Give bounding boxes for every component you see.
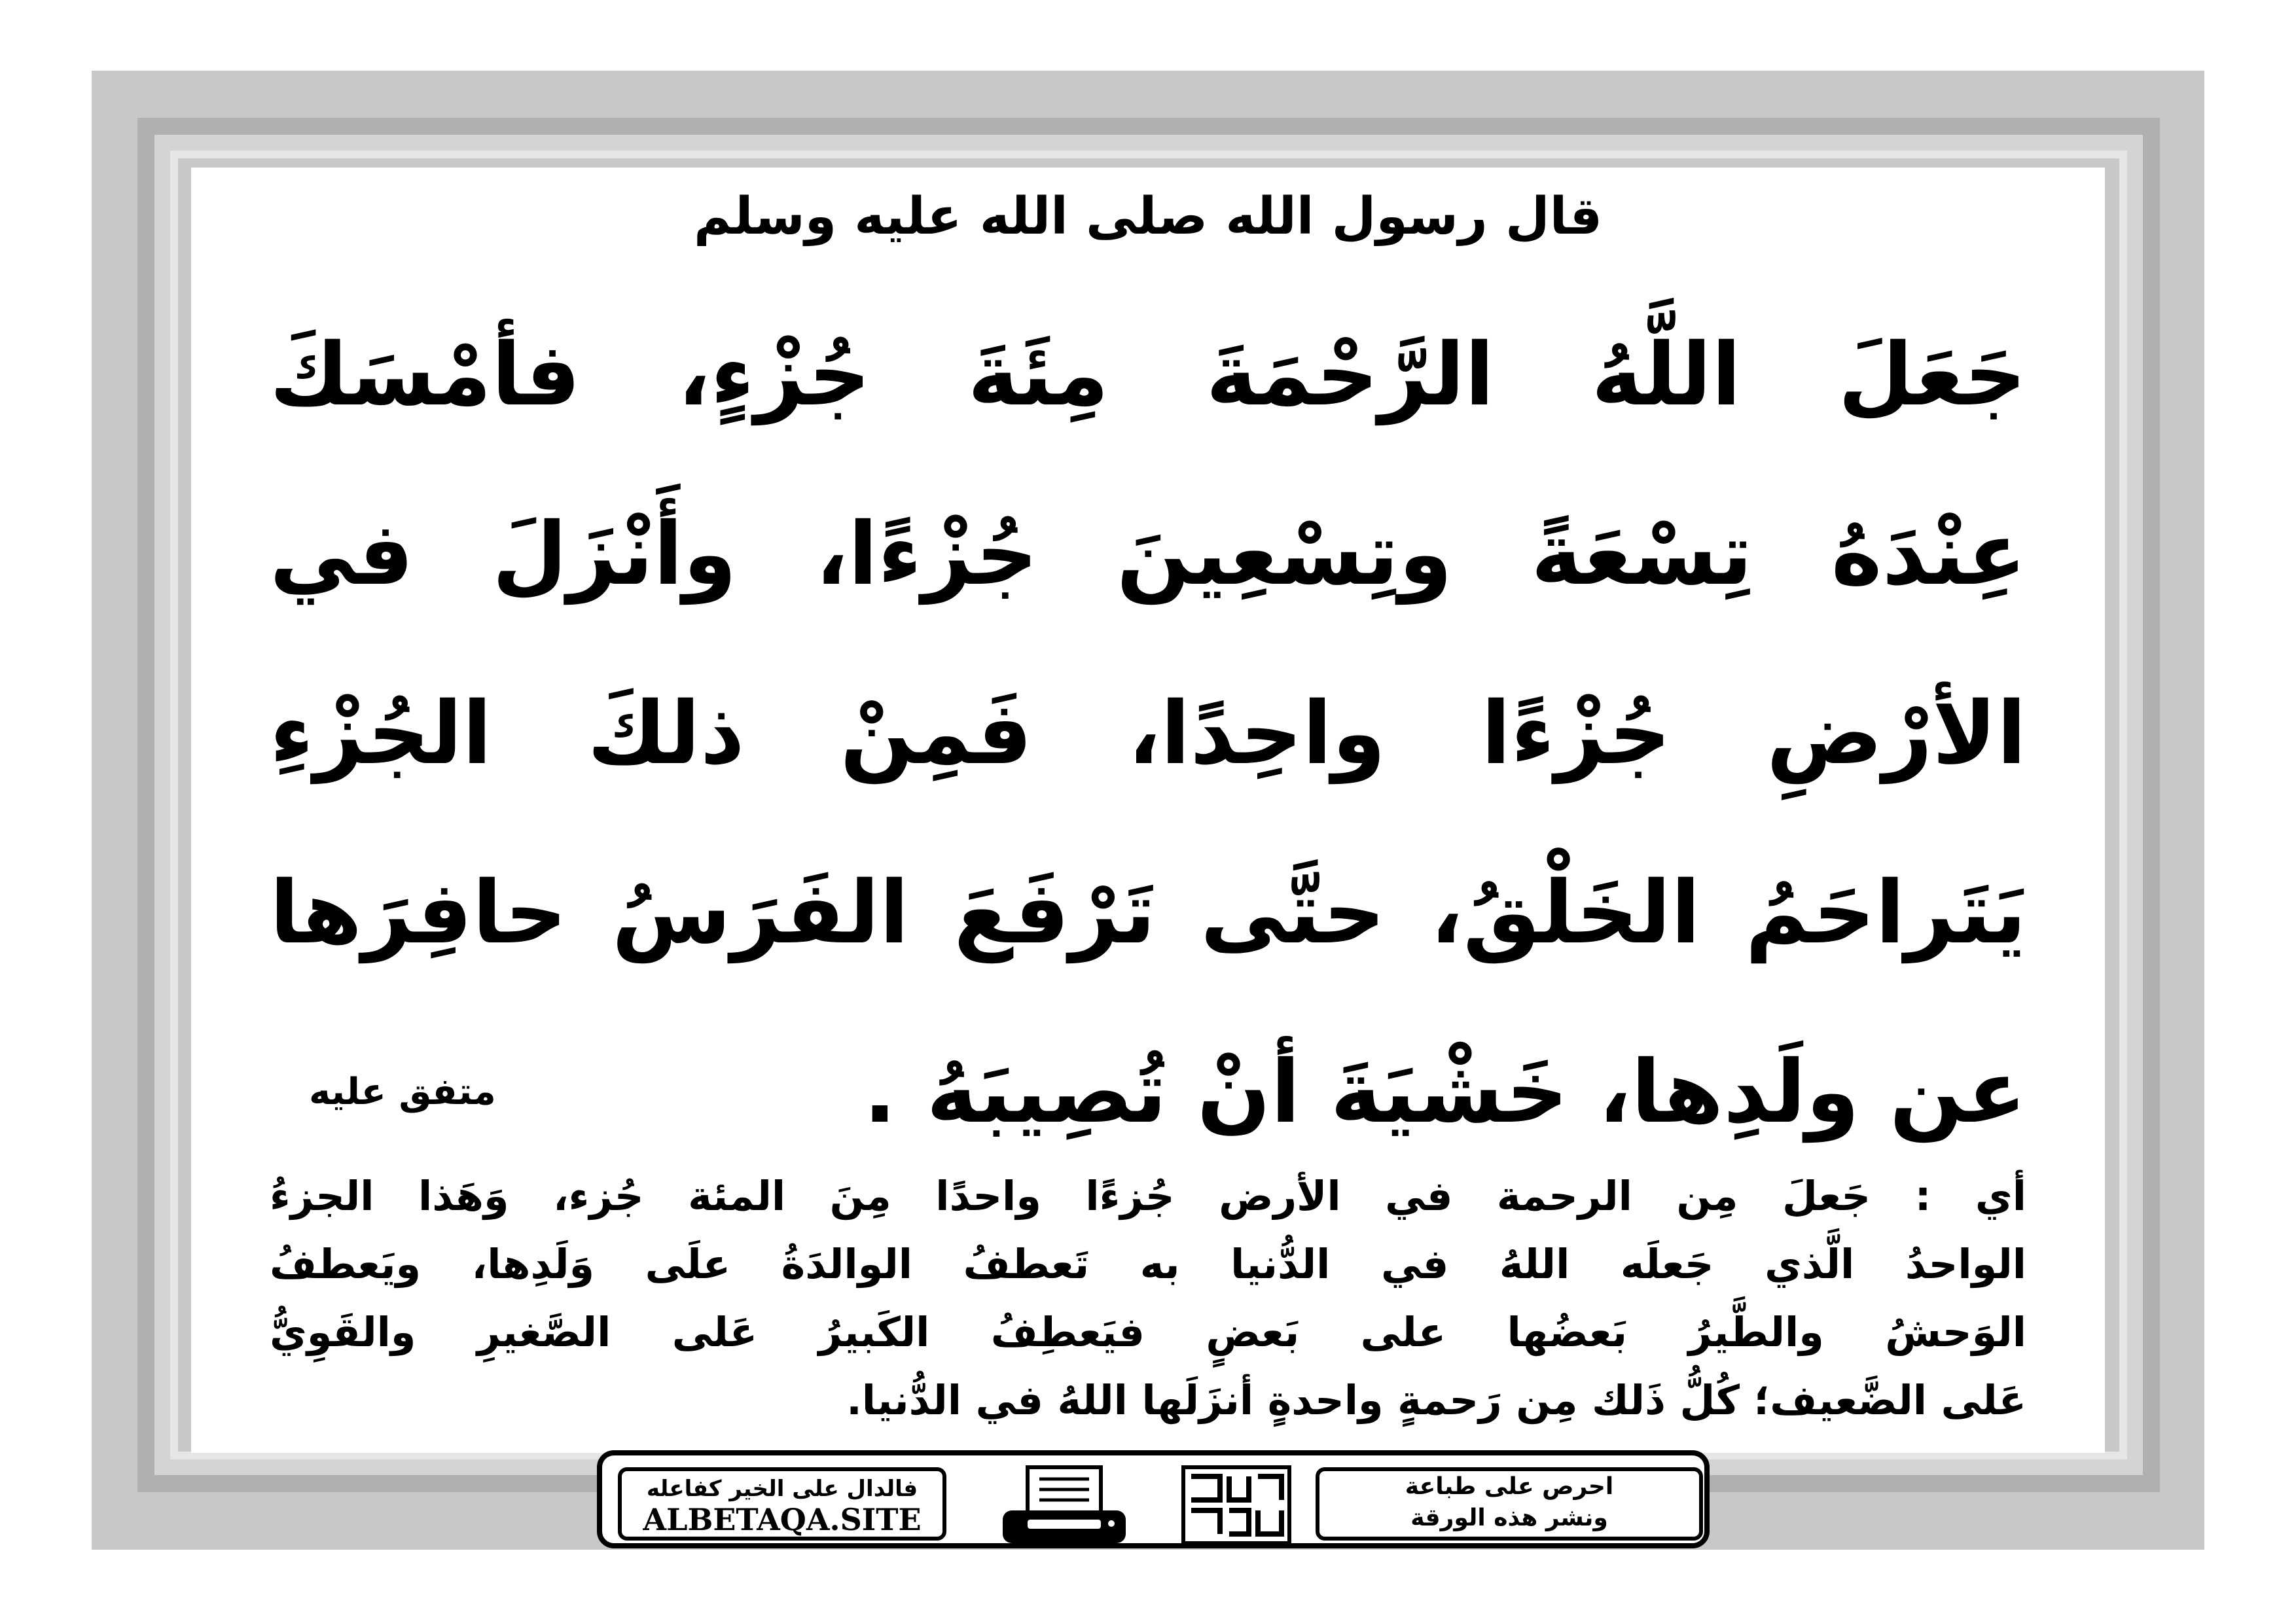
page-title: قال رسول الله صلى الله عليه وسلم xyxy=(693,187,1603,246)
hadith-last-row xyxy=(270,1003,2026,1182)
footer-note-line: احرص على طباعة xyxy=(1405,1473,1614,1500)
hadith-text xyxy=(270,285,2026,1182)
hadith-line: جَعَلَ اللَّهُ الرَّحْمَةَ مِئَةَ جُزْءٍ، فأمْسَكَ xyxy=(270,325,2026,425)
footer-bar xyxy=(597,1450,1710,1548)
footer-note-box xyxy=(1316,1467,1703,1541)
explanation-line: الواحدُ الَّذي جَعلَه اللهُ في الدُّنيا به تَعطفُ الوالدَةُ علَى وَلَدِها، ويَعطفُ xyxy=(270,1240,2026,1288)
footer-site-link[interactable]: ALBETAQA.SITE xyxy=(643,1502,922,1537)
explanation-text xyxy=(270,1162,2026,1435)
explanation-line: عَلى الضَّعيف؛ كُلُّ ذَلك مِن رَحمةٍ واحدةٍ أنزَلَها اللهُ في الدُّنيا. xyxy=(846,1376,2026,1424)
hadith-line: الأرْضِ جُزْءًا واحِدًا، فَمِنْ ذلكَ الجُزْءِ xyxy=(270,683,2026,784)
hadith-source: متفق عليه xyxy=(309,1071,496,1113)
explanation-line: الوَحشُ والطَّيرُ بَعضُها على بَعضٍ فيَعطِفُ الكَبيرُ عَلى الصَّغيرِ والقَوِيُّ xyxy=(270,1308,2026,1356)
explanation-line: أي : جَعلَ مِن الرحمة في الأرض جُزءًا واحدًا مِنَ المئة جُزء، وَهَذا الجزءُ xyxy=(270,1172,2026,1220)
footer-note-line: ونشر هذه الورقة xyxy=(1410,1505,1608,1531)
hadith-line: عِنْدَهُ تِسْعَةً وتِسْعِينَ جُزْءًا، وأَنْزَلَ في xyxy=(270,504,2026,605)
content-panel xyxy=(191,168,2105,1453)
printer-icon xyxy=(999,1465,1130,1546)
hadith-line: يَتَراحَمُ الخَلْقُ، حتَّى تَرْفَعَ الفَرَسُ حافِرَها xyxy=(270,863,2026,963)
hadith-line: عن ولَدِها، خَشْيَةَ أنْ تُصِيبَهُ . xyxy=(863,1042,2026,1143)
footer-site-box xyxy=(618,1467,946,1541)
logo-icon xyxy=(1181,1465,1292,1546)
footer-slogan: فالدال على الخير كفاعله xyxy=(646,1476,918,1502)
